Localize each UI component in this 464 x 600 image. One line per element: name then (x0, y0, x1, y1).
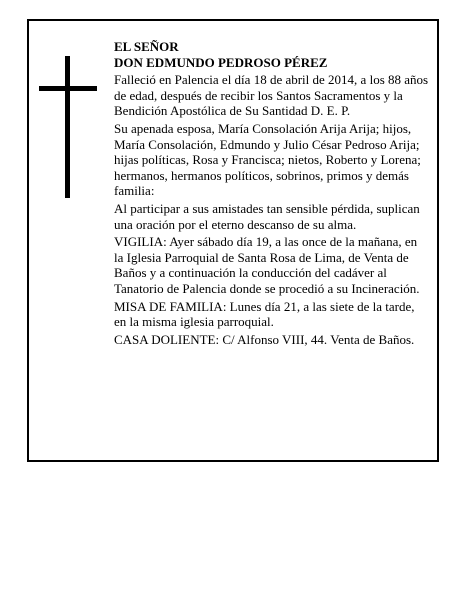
death-announcement: Falleció en Palencia el día 18 de abril de 2014, a los 88 años de edad, después de recibir los Santos Sacramentos y la Bendición Apostólica de Su Santidad D. E. P. (114, 72, 429, 119)
prayer-request: Al participar a sus amistades tan sensible pérdida, suplican una oración por el eterno descanso de su alma. (114, 200, 420, 232)
vigil-details: VIGILIA: Ayer sábado día 19, a las once de la mañana, en la Iglesia Parroquial de Santa Rosa de Lima, de Venta de Baños y a continuación la conducción del cadáver al Tanatorio de Palencia donde se procedió a su Incineración. (114, 234, 420, 296)
cross-horizontal-bar (39, 86, 97, 91)
family-list: Su apenada esposa, María Consolación Arija Arija; hijos, María Consolación, Edmundo y Julio César Pedroso Arija; hijas políticas, Rosa y Francisca; nietos, Roberto y Lorena; hermanos, hermanos políticos, sobrinos, primos y demás familia: (114, 120, 421, 199)
family-mass-details: MISA DE FAMILIA: Lunes día 21, a las siete de la tarde, en la misma iglesia parroquial. (114, 298, 415, 330)
notice-title-name: DON EDMUNDO PEDROSO PÉREZ (114, 54, 328, 70)
notice-title-honorific: EL SEÑOR (114, 39, 179, 54)
cross-vertical-bar (65, 56, 70, 198)
mourning-house-address: CASA DOLIENTE: C/ Alfonso VIII, 44. Venta de Baños. (114, 331, 415, 347)
notice-body (114, 39, 429, 349)
obituary-notice (27, 19, 439, 462)
cross-icon (39, 56, 97, 198)
